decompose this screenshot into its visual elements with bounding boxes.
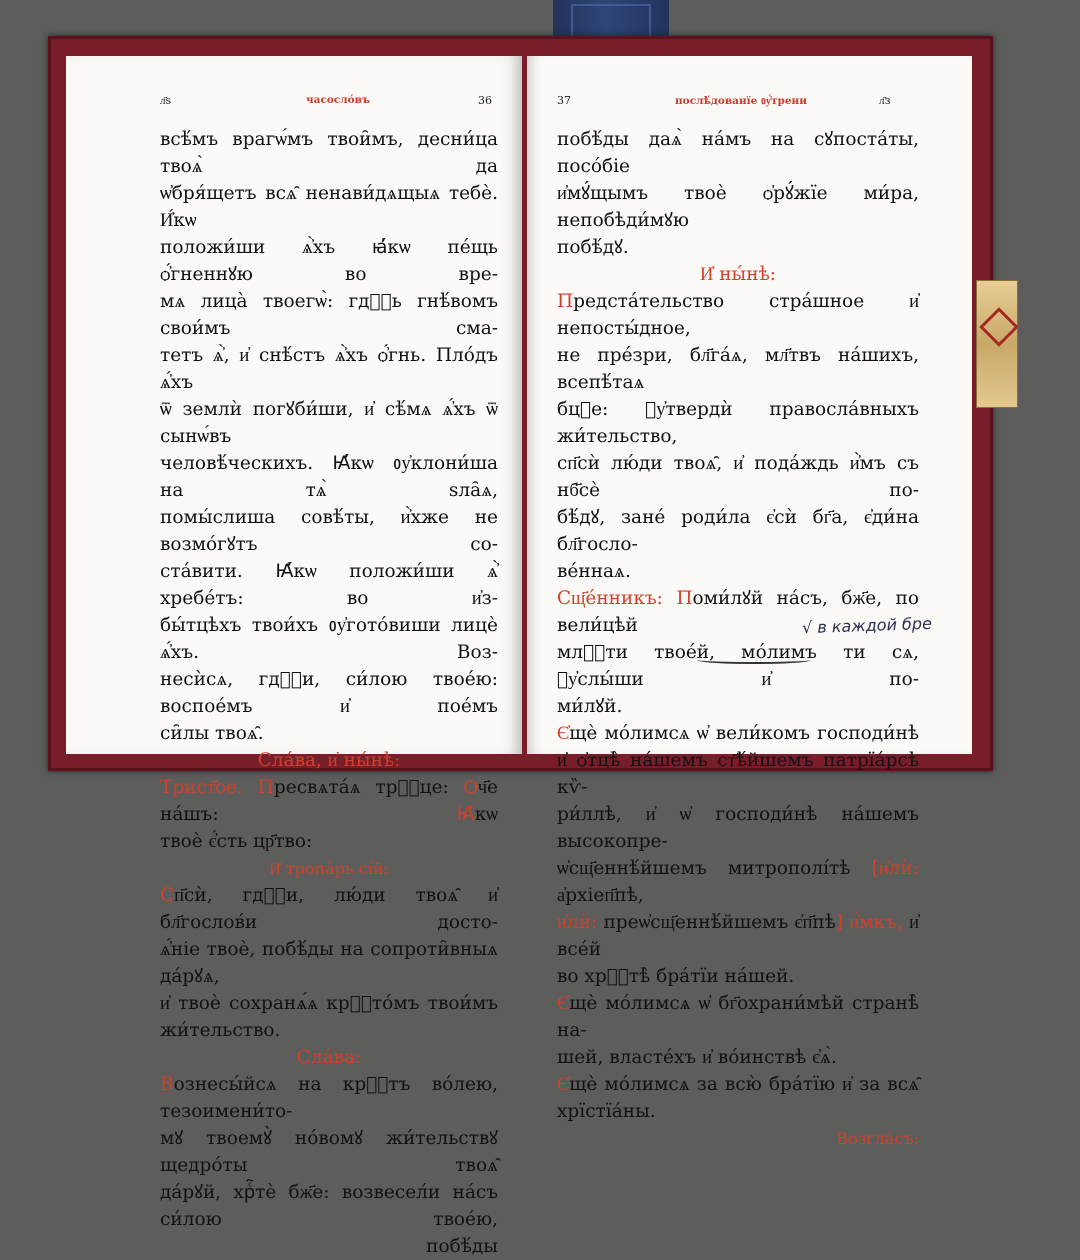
body-text: побѣ́дꙋ. (557, 237, 629, 258)
text-line (557, 261, 919, 288)
text-line (160, 720, 498, 747)
body-text: сп҃сѝ лю́ди твоѧ̑, и҆ пода́ждь и҆̀мъ съ нб҃сѐ по- (557, 453, 919, 501)
rubric-text: П (257, 777, 274, 798)
rubric-text: Сщ҃е́нникъ: (557, 588, 677, 609)
body-text: бы́тцѣхъ твои́хъ ᲂу҆гото́виши лицѐ ѧ҆́хъ. Воз- (160, 615, 498, 663)
pencil-underline (697, 656, 811, 664)
left-running-title: часосло́въ (306, 94, 371, 106)
rubric-text: Є (557, 993, 570, 1014)
body-text: ознесы́йсѧ на крⷭ҇тъ во́лею, тезоимени́то- (160, 1074, 498, 1122)
body-text: побѣ́ды даѧ̀ на́мъ на сꙋпоста́ты, посо́біе (557, 129, 919, 177)
body-text: п҃сѝ, гдⷭ҇и, лю́ди твоѧ̑ и҆ бл҃гослов́и досто- (160, 885, 498, 933)
body-text: ресвѧта́ѧ трⷪ҇це: (273, 777, 464, 798)
text-line (557, 1098, 919, 1125)
body-text: побѣ́ды (426, 1236, 498, 1257)
text-line (160, 936, 498, 990)
text-line (557, 693, 919, 720)
text-line (557, 450, 919, 504)
text-line (160, 342, 498, 396)
body-text: и҆ ѻ҆тцѣ̀ на́шемъ ст҃ѣ́йшемъ патрїа́рсѣ кѷ- (557, 750, 919, 798)
body-text: редста́тельство стра́шное и҆ непосты́дное, (557, 291, 919, 339)
text-line (160, 1179, 498, 1233)
text-line (557, 855, 919, 909)
left-page (66, 56, 522, 1257)
body-text: положи́ши ѧ҆̀хъ ꙗ҆́кѡ пе́щь ѻ҆́гненнꙋю во вре- (160, 237, 498, 285)
body-text: ри́ллѣ, и҆ ѡ҆ господи́нѣ на́шемъ высокопре- (557, 804, 919, 852)
left-page-number-arabic: 36 (478, 94, 492, 107)
text-line (160, 1233, 498, 1260)
rubric-text: Сла́ва: (296, 1047, 362, 1068)
body-text: шей, власте́хъ и҆ во́инствѣ є҆ѧ̀. (557, 1047, 837, 1068)
body-text: ми́лꙋй. (557, 696, 623, 717)
text-line (557, 963, 919, 990)
text-line (557, 639, 919, 693)
body-text: твоѐ є҆́сть цр҃тво: (160, 831, 313, 852)
body-text: си̑лы твоѧ̑. (160, 723, 264, 744)
right-running-title: послѣ́дованїе ᲂу҆́трени (675, 95, 808, 107)
text-line (557, 747, 919, 801)
text-line (160, 504, 498, 558)
text-line (160, 612, 498, 666)
rubric-text: И҆ ны́нѣ: (699, 264, 776, 285)
text-line (557, 396, 919, 450)
text-line (160, 774, 498, 828)
rubric-text: С (160, 885, 175, 906)
rubric-text: Ѻ (463, 777, 478, 798)
rubric-text: Ꙗ (456, 804, 475, 825)
text-line (557, 558, 919, 585)
body-text: во хрⷭ҇тѣ̀ бра́тїи на́шей. (557, 966, 795, 987)
body-text: а҆рхіеп҃пѣ, (557, 885, 644, 906)
body-text: человѣ́ческихъ. Ꙗ҆́кѡ ᲂу҆клони́ша на тѧ̀ ѕла̑ѧ, (160, 453, 498, 501)
rubric-text: [и҆лѝ: (871, 858, 919, 879)
body-text: помы́слиша совѣ́ты, и҆̀хже не возмо́гꙋтъ со- (160, 507, 498, 555)
body-text: хрїстїа́ны. (557, 1101, 656, 1122)
left-page-number-slavonic: л҃ѕ (160, 94, 172, 107)
right-page-number-arabic: 37 (557, 94, 571, 107)
body-text: ѡ҆бря́щетъ всѧ̑ ненави́дѧщыѧ тебѐ. И҆́кѡ (160, 183, 498, 231)
body-text: мѧ лица̀ твоегѡ̀: гдⷭ҇ь гнѣ́вомъ свои́мъ сма- (160, 291, 498, 339)
body-text: мꙋ твоемꙋ̀ но́вомꙋ жи́тельствꙋ щедро́ты твоѧ̑ (160, 1128, 498, 1176)
rubric-text: Є (557, 1074, 570, 1095)
body-text: да́рꙋй, хрⷭ҇тѐ бж҃е: возвесел́и на́съ си́лою твое́ю, (160, 1182, 498, 1230)
text-line (160, 288, 498, 342)
text-line (160, 882, 498, 936)
text-line (160, 234, 498, 288)
body-text: ве́ннаѧ. (557, 561, 631, 582)
text-line (557, 180, 919, 234)
body-text: млⷭ҇ти твое́й, мо́лимъ ти сѧ, ᲂу҆слы́ши и҆ по- (557, 642, 919, 690)
text-line (160, 855, 498, 882)
body-text: преѡ҆сщ҃еннѣ́йшемъ є҆п҃пѣ (603, 912, 836, 933)
text-line (160, 450, 498, 504)
rubric-text: И҆ тропа́рь сі́й: (269, 859, 389, 878)
body-text: бцⷣе: ᲂу҆твердѝ правосла́вныхъ жи́тельство, (557, 399, 919, 447)
text-line (160, 396, 498, 450)
text-line (557, 234, 919, 261)
body-text: оми́лꙋй на́съ, бж҃е, по вели́цѣй (557, 588, 919, 636)
right-page (527, 56, 972, 1148)
text-line (160, 828, 498, 855)
body-text: ѿ землѝ погꙋби́ши, и҆ сѣ́мѧ ѧ҆́хъ ѿ сынѡ́въ (160, 399, 498, 447)
body-text: ч҃е на́шъ: (160, 777, 498, 825)
rubric-text: П (557, 291, 574, 312)
text-line (160, 558, 498, 612)
body-text: ѡ҆сщ҃еннѣ́йшемъ митрополі́тѣ (557, 858, 872, 879)
text-line (160, 1125, 498, 1179)
body-text: ста́вити. Ꙗ҆́кѡ положи́ши ѧ҆̀ хребе́тъ: во и҆з- (160, 561, 498, 609)
handwritten-note: √ в каждой бре (801, 613, 933, 638)
text-line (557, 990, 919, 1044)
body-text: всѣ́мъ врагѡ́мъ твои̑мъ, десни́ца твоѧ̀ да (160, 129, 498, 177)
body-text: не пре́зри, бл҃га́ѧ, мл҃твъ на́шихъ, всепѣ́таѧ (557, 345, 919, 393)
text-line (557, 504, 919, 558)
rubric-text: Возгла́съ: (836, 1129, 919, 1148)
right-page-number-slavonic: л҃з (879, 94, 891, 107)
body-text: ҆́кѡ (474, 804, 498, 825)
right-page-body (557, 126, 919, 1152)
rubric-text: Є (557, 723, 570, 744)
body-text: и҆ твоѐ сохранѧ́ѧ крⷭ҇то́мъ твои́мъ жи́тельство. (160, 993, 498, 1041)
text-line (557, 720, 919, 747)
body-text: ҆щѐ мо́лимсѧ за всю̀ бра́тїю и҆ за всѧ̑ (569, 1074, 919, 1095)
body-text: бѣ́дꙋ, зане́ роди́ла є҆сѝ бг҃а, є҆ди́на бл҃госло- (557, 507, 919, 555)
text-line (160, 1071, 498, 1125)
text-line (557, 126, 919, 180)
text-line (557, 1071, 919, 1098)
body-text: ѧ҆́ніе твоѐ, побѣ́ды на сопроти̑вныѧ да́рꙋѧ, (160, 939, 498, 987)
body-text: несѝсѧ, гдⷭ҇и, си́лою твое́ю: воспое́мъ и҆ пое́мъ (160, 669, 498, 717)
body-text: ҆щѐ мо́лимсѧ ѡ҆ вели́комъ господи́нѣ (569, 723, 919, 744)
rubric-text: В (160, 1074, 174, 1095)
left-page-body (160, 126, 498, 1260)
side-bookmark (976, 280, 1018, 408)
rubric-text: П (676, 588, 693, 609)
text-line (160, 747, 498, 774)
rubric-text: ] и҆́мкъ, (835, 912, 903, 933)
text-line (557, 288, 919, 342)
text-line (557, 342, 919, 396)
body-text: и҆ все́й (557, 912, 919, 960)
rubric-text: и҆лѝ: (557, 912, 604, 933)
text-line (557, 909, 919, 963)
rubric-text: Трист҃ое. (160, 777, 258, 798)
text-line (160, 126, 498, 180)
rubric-text: Сла́ва, и҆ ны́нѣ: (257, 750, 401, 771)
text-line (160, 1044, 498, 1071)
text-line (160, 666, 498, 720)
text-line (557, 1044, 919, 1071)
text-line (160, 180, 498, 234)
text-line (557, 801, 919, 855)
body-text: тетъ ѧ҆̀, и҆ снѣ́стъ ѧ҆̀хъ ѻ҆́гнь. Пло́дъ ѧ҆́хъ (160, 345, 498, 393)
body-text: и҆мꙋ́щымъ твоѐ ѻ҆рꙋ́жїе ми́ра, непобѣди́мꙋю (557, 183, 919, 231)
body-text: ҆щѐ мо́лимсѧ ѡ҆ бг҃охрани́мѣй странѣ̀ на- (557, 993, 919, 1041)
text-line (557, 1125, 919, 1152)
text-line (160, 990, 498, 1044)
